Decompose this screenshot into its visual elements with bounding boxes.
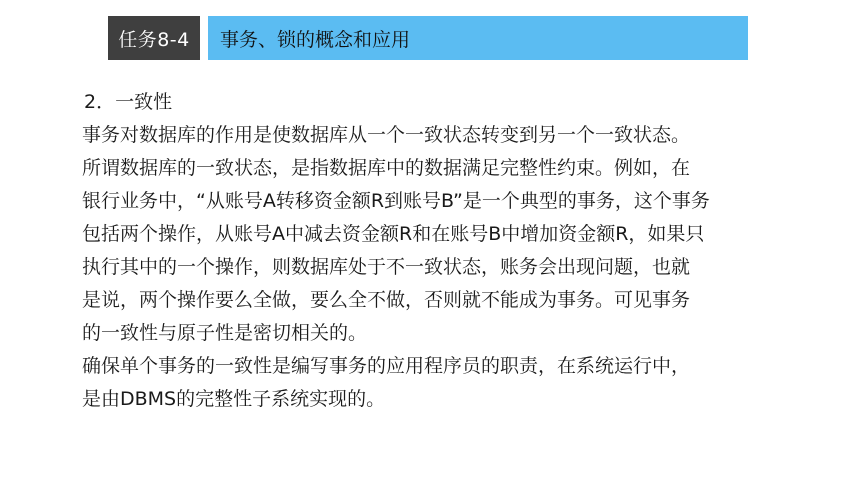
body-line-3: 银行业务中，“从账号A转移资金额R到账号B”是一个典型的事务，这个事务: [82, 190, 710, 212]
slide-body-text: [82, 86, 794, 416]
body-line-1: 事务对数据库的作用是使数据库从一个一致状态转变到另一个一致状态。: [82, 124, 691, 146]
body-line-8: 确保单个事务的一致性是编写事务的应用程序员的职责，在系统运行中，: [82, 355, 691, 377]
body-line-6: 是说，两个操作要么全做，要么全不做，否则就不能成为事务。可见事务: [82, 289, 691, 311]
section-heading: 2．一致性: [84, 91, 173, 113]
body-line-9: 是由DBMS的完整性子系统实现的。: [82, 388, 386, 410]
slide-header: [108, 16, 748, 60]
body-line-2: 所谓数据库的一致状态，是指数据库中的数据满足完整性约束。例如，在: [82, 157, 691, 179]
task-number-tag: 任务8-4: [108, 16, 200, 60]
body-line-5: 执行其中的一个操作，则数据库处于不一致状态，账务会出现问题，也就: [82, 256, 691, 278]
body-line-4: 包括两个操作，从账号A中减去资金额R和在账号B中增加资金额R，如果只: [82, 223, 705, 245]
task-title-banner: 事务、锁的概念和应用: [208, 16, 748, 60]
body-line-7: 的一致性与原子性是密切相关的。: [82, 322, 368, 344]
header-divider: [200, 16, 208, 60]
